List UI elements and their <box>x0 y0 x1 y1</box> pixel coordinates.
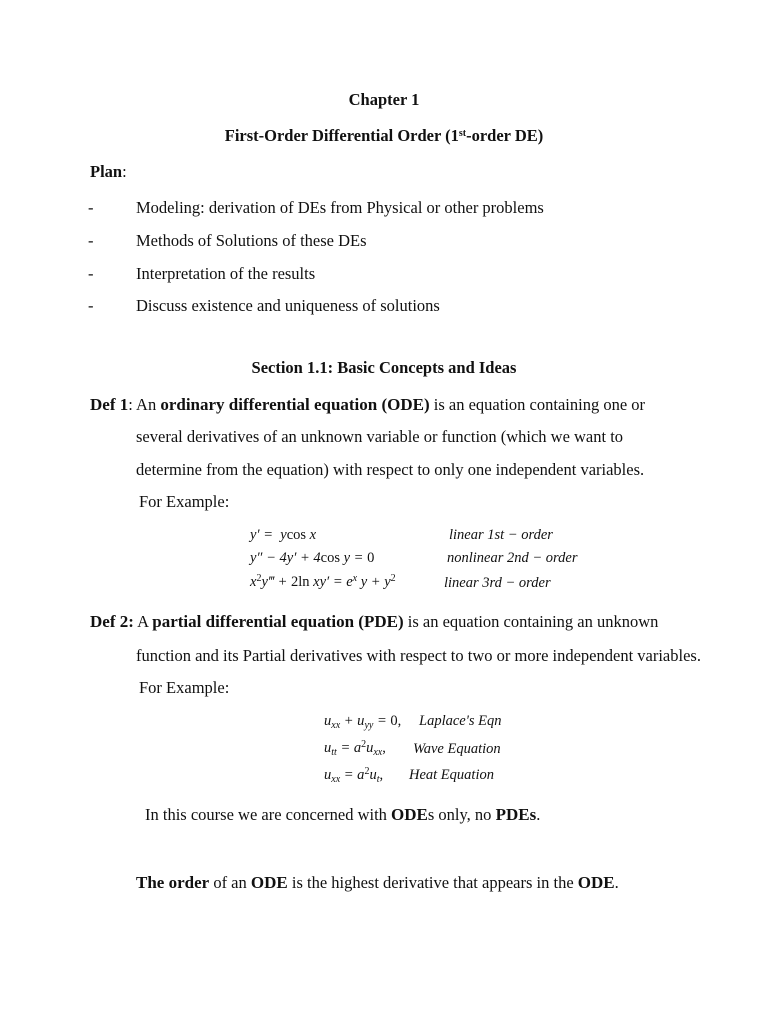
def1-line2: several derivatives of an unknown variable or function (which we want to <box>136 427 624 446</box>
ode-equation-1: y′ = ycos x <box>250 527 317 543</box>
order-note <box>136 873 619 893</box>
pde-label-1: Laplace's Eqn <box>419 713 502 729</box>
pde-equation-1: $u_{xx} + u_{yy} = 0$, <box>324 713 402 731</box>
def1-label: Def 1 <box>90 395 129 414</box>
def1-line3: determine from the equation) with respect to only one independent variables. <box>136 460 645 479</box>
def1-example-label: For Example: <box>139 492 230 511</box>
chapter-heading: Chapter 1 <box>348 90 420 109</box>
order-note-t1: of an <box>209 873 251 892</box>
order-note-term: The order <box>136 873 210 892</box>
plan-colon: : <box>122 162 127 181</box>
order-note-ode-2: ODE <box>577 873 615 892</box>
def2-line2: function and its Partial derivatives with respect to two or more independent variables. <box>136 646 701 665</box>
plan-item-1: Modeling: derivation of DEs from Physical or other problems <box>136 198 544 217</box>
pde-label-2: Wave Equation <box>413 741 501 757</box>
plan-bullet-2: - <box>88 231 94 250</box>
def1-pre: : An <box>128 395 161 414</box>
course-note-mid: s only, no <box>427 805 496 824</box>
pde-label-3: Heat Equation <box>409 767 494 783</box>
ode-label-3: linear 3rd − order <box>444 575 551 591</box>
ode-label-1: linear 1st − order <box>449 527 553 543</box>
def2-label: Def 2: <box>90 612 134 631</box>
def1-line1 <box>90 395 645 415</box>
plan-bullet-3: - <box>88 264 94 283</box>
def2-pre: A <box>133 612 153 631</box>
def2-post: is an equation containing an unknown <box>403 612 659 631</box>
order-note-t3: . <box>614 873 619 892</box>
plan-heading <box>90 162 127 182</box>
order-note-ode-1: ODE <box>250 873 288 892</box>
pde-equation-3: $u_{xx} = a^2u_t$, <box>324 766 384 785</box>
plan-bullet-4: - <box>88 296 94 315</box>
def1-post: is an equation containing one or <box>429 395 646 414</box>
plan-item-2: Methods of Solutions of these DEs <box>136 231 367 250</box>
chapter-title-pre: First-Order Differential Order (1 <box>224 126 459 145</box>
plan-item-3: Interpretation of the results <box>136 264 316 283</box>
course-note-pre: In this course we are concerned with <box>145 805 392 824</box>
plan-bullet-1: - <box>88 198 94 217</box>
pde-equation-2: $u_{tt} = a^2u_{xx}$, <box>324 739 386 758</box>
ode-equation-3: $x^2y‴ + 2\ln$ $xy' = e^x$ $y + y^2$ <box>250 573 396 590</box>
plan-item-4: Discuss existence and uniqueness of solutions <box>136 296 440 315</box>
def2-term: partial differential equation (PDE) <box>152 612 404 631</box>
ode-equation-2: y″ − 4y′ + 4cos y = 0 <box>250 550 375 566</box>
course-note-post: . <box>536 805 541 824</box>
ode-label-2: nonlinear 2nd − order <box>447 550 578 566</box>
course-note-pdes: PDEs <box>495 805 537 824</box>
section-heading: Section 1.1: Basic Concepts and Ideas <box>251 358 517 377</box>
chapter-title-sup: st <box>458 128 467 139</box>
chapter-title-post: -order DE) <box>466 126 544 145</box>
order-note-t2: is the highest derivative that appears in the <box>287 873 578 892</box>
course-note-ode: ODE <box>391 805 428 824</box>
plan-label: Plan <box>90 162 123 181</box>
course-note <box>145 805 540 825</box>
def2-line1 <box>90 612 658 632</box>
def1-term: ordinary differential equation (ODE) <box>160 395 430 414</box>
chapter-title <box>0 126 768 146</box>
def2-example-label: For Example: <box>139 678 230 697</box>
